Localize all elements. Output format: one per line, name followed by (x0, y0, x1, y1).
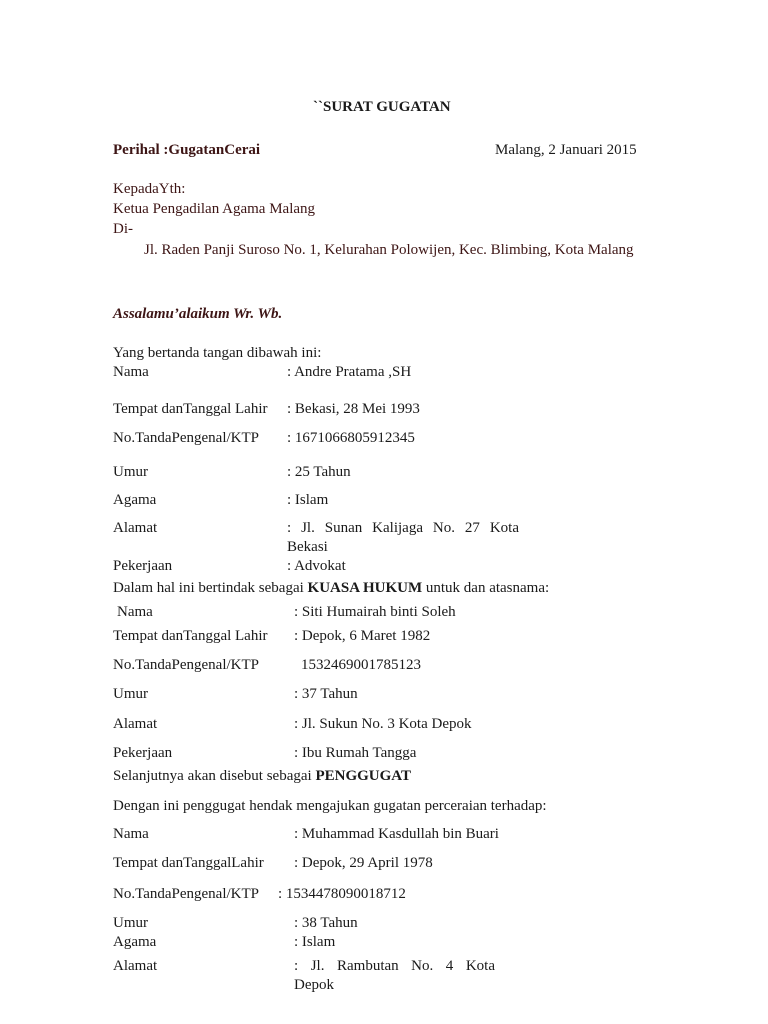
plaintiff-job-value: : Ibu Rumah Tangga (294, 745, 417, 761)
attorney-religion-value: : Islam (287, 492, 329, 508)
defendant-birth-value: : Depok, 29 April 1978 (294, 855, 433, 871)
attorney-age-value: : 25 Tahun (287, 464, 351, 480)
attorney-birth-value: : Bekasi, 28 Mei 1993 (287, 401, 420, 417)
attorney-address-label: Alamat (113, 520, 158, 536)
defendant-religion-value: : Islam (294, 934, 336, 950)
referred-prefix: Selanjutnya akan disebut sebagai (113, 768, 316, 784)
plaintiff-age-label: Umur (113, 686, 148, 702)
referred-role: PENGGUGAT (315, 768, 412, 784)
defendant-age-value: : 38 Tahun (294, 915, 358, 931)
referred-statement (113, 767, 411, 785)
plaintiff-id-value: 1532469001785123 (301, 657, 421, 673)
attorney-id-label: No.TandaPengenal/KTP (113, 430, 260, 446)
plaintiff-birth-label: Tempat danTanggal Lahir (113, 628, 268, 644)
defendant-id-value: : 1534478090018712 (278, 886, 406, 902)
defendant-address-label: Alamat (113, 958, 158, 974)
defendant-religion-label: Agama (113, 934, 157, 950)
plaintiff-id-label: No.TandaPengenal/KTP (113, 657, 260, 673)
plaintiff-job-label: Pekerjaan (113, 745, 173, 761)
document-title: ``SURAT GUGATAN (313, 99, 451, 115)
defendant-birth-label: Tempat danTanggalLahir (113, 855, 264, 871)
attorney-name-value: : Andre Pratama ,SH (287, 364, 412, 380)
greeting: Assalamu’alaikum Wr. Wb. (113, 306, 283, 322)
defendant-name-value: : Muhammad Kasdullah bin Buari (294, 826, 499, 842)
plaintiff-address-value: : Jl. Sukun No. 3 Kota Depok (294, 716, 472, 732)
defendant-address-value-line2: Depok (294, 977, 334, 993)
attorney-address-value-line1: : Jl. Sunan Kalijaga No. 27 Kota (287, 520, 519, 536)
acting-role: KUASA HUKUM (307, 580, 423, 596)
recipient-di: Di- (113, 221, 133, 237)
intro-text: Yang bertanda tangan dibawah ini: (113, 345, 322, 361)
defendant-id-label: No.TandaPengenal/KTP (113, 886, 260, 902)
defendant-age-label: Umur (113, 915, 148, 931)
attorney-address-value-line2: Bekasi (287, 539, 328, 555)
acting-suffix: untuk dan atasnama: (422, 580, 550, 596)
attorney-age-label: Umur (113, 464, 148, 480)
against-statement: Dengan ini penggugat hendak mengajukan gugatan perceraian terhadap: (113, 798, 547, 814)
attorney-id-value: : 1671066805912345 (287, 430, 415, 446)
defendant-address-value-line1: : Jl. Rambutan No. 4 Kota (294, 958, 495, 974)
acting-prefix: Dalam hal ini bertindak sebagai (113, 580, 308, 596)
defendant-name-label: Nama (113, 826, 149, 842)
plaintiff-name-label: Nama (117, 604, 153, 620)
attorney-birth-label: Tempat danTanggal Lahir (113, 401, 268, 417)
plaintiff-address-label: Alamat (113, 716, 158, 732)
attorney-name-label: Nama (113, 364, 149, 380)
place-date: Malang, 2 Januari 2015 (495, 142, 637, 158)
attorney-job-value: : Advokat (287, 558, 346, 574)
attorney-job-label: Pekerjaan (113, 558, 173, 574)
recipient-name: Ketua Pengadilan Agama Malang (113, 201, 316, 217)
recipient-address: Jl. Raden Panji Suroso No. 1, Kelurahan Polowijen, Kec. Blimbing, Kota Malang (144, 242, 634, 258)
recipient-salutation: KepadaYth: (113, 181, 186, 197)
plaintiff-name-value: : Siti Humairah binti Soleh (294, 604, 456, 620)
plaintiff-age-value: : 37 Tahun (294, 686, 358, 702)
acting-statement (113, 579, 549, 597)
plaintiff-birth-value: : Depok, 6 Maret 1982 (294, 628, 431, 644)
subject-line: Perihal :GugatanCerai (113, 142, 261, 158)
attorney-religion-label: Agama (113, 492, 157, 508)
